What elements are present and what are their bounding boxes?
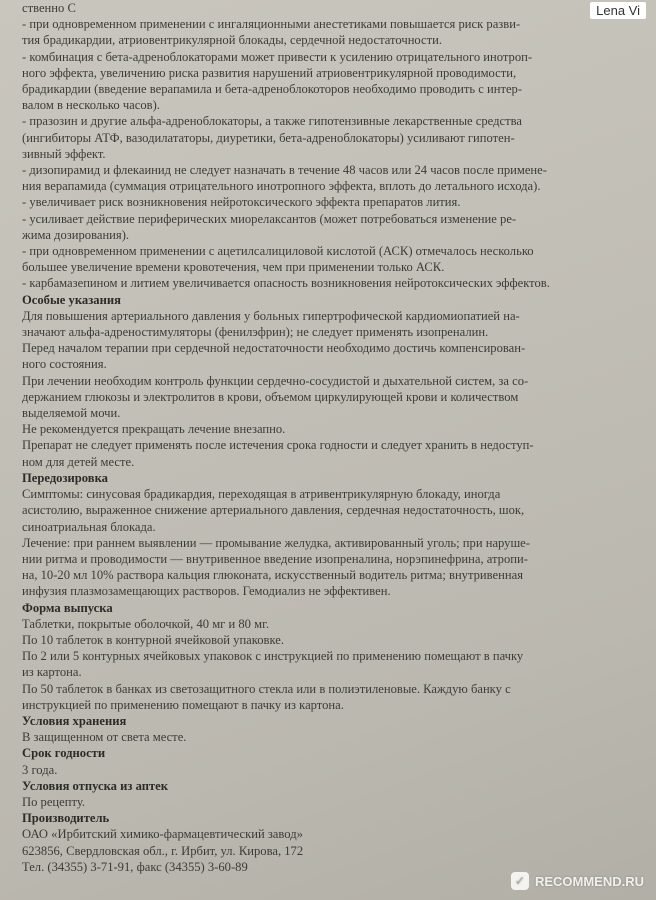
text-line: - увеличивает риск возникновения нейротоксического эффекта препаратов лития. xyxy=(22,195,461,210)
section-heading: Особые указания xyxy=(22,292,121,307)
text-line: По 50 таблеток в банках из светозащитного стекла или в полиэтиленовые. Каждую банку с xyxy=(22,681,511,696)
site-watermark xyxy=(511,872,644,890)
recommend-logo-icon: ✓ xyxy=(511,872,529,890)
text-line: синоатриальная блокада. xyxy=(22,519,156,534)
text-line: При лечении необходим контроль функции сердечно-сосудистой и дыхательной систем, за со- xyxy=(22,373,529,388)
site-watermark-label: RECOMMEND.RU xyxy=(534,873,644,889)
text-line: брадикардии (введение верапамила и бета-адреноблокоторов необходимо проводить с интер- xyxy=(22,82,523,97)
text-line: валом в несколько часов). xyxy=(22,98,160,113)
text-line: жима дозирования). xyxy=(22,227,130,242)
text-line: В защищенном от света месте. xyxy=(22,730,187,745)
leaflet-text-body xyxy=(22,0,612,875)
text-line: держанием глюкозы и электролитов в крови, объемом циркулирующей крови и количеством xyxy=(22,389,519,404)
text-line: Препарат не следует применять после истечения срока годности и следует хранить в недоступ- xyxy=(22,438,534,453)
text-line: - при одновременном применении с ацетилсалициловой кислотой (АСК) отмечалось несколько xyxy=(22,244,534,259)
text-line: ственно С xyxy=(22,1,76,15)
text-line: значают альфа-адреностимуляторы (фенилэфрин); не следует применять изопреналин. xyxy=(22,325,489,340)
text-line: 3 года. xyxy=(22,762,58,777)
text-line: ОАО «Ирбитский химико-фармацевтический завод» xyxy=(22,827,303,842)
text-line: По 10 таблеток в контурной ячейковой упаковке. xyxy=(22,632,285,647)
text-line: Для повышения артериального давления у больных гипертрофической кардиомиопатией на- xyxy=(22,308,520,323)
text-line: инструкцией по применению помещают в пачку из картона. xyxy=(22,697,344,712)
text-line: - карбамазепином и литием увеличивается опасность возникновения нейротоксических эффектов. xyxy=(22,276,550,291)
section-heading: Производитель xyxy=(22,811,110,826)
text-line: ном для детей месте. xyxy=(22,454,135,469)
text-line: Перед началом терапии при сердечной недостаточности необходимо достичь компенсирован- xyxy=(22,341,526,356)
section-heading: Форма выпуска xyxy=(22,600,113,615)
text-line: ного состояния. xyxy=(22,357,107,372)
text-line: выделяемой мочи. xyxy=(22,406,121,421)
text-line: По рецепту. xyxy=(22,794,86,809)
text-line: 623856, Свердловская обл., г. Ирбит, ул. Кирова, 172 xyxy=(22,843,304,858)
text-line: нии ритма и проводимости — внутривенное введение изопреналина, норэпинефрина, атропи- xyxy=(22,551,528,566)
text-line: Тел. (34355) 3-71-91, факс (34355) 3-60-89 xyxy=(22,859,248,874)
text-line: - усиливает действие периферических миорелаксантов (может потребоваться изменение ре- xyxy=(22,211,517,226)
section-heading: Условия хранения xyxy=(22,713,127,728)
text-line: асистолию, выраженное снижение артериального давления, сердечная недостаточность, шок, xyxy=(22,503,525,518)
section-heading: Условия отпуска из аптек xyxy=(22,778,169,793)
text-line: - празозин и другие альфа-адреноблокаторы, а также гипотензивные лекарственные средства xyxy=(22,114,522,129)
text-line: Симптомы: синусовая брадикардия, переходящая в атривентрикулярную блокаду, иногда xyxy=(22,487,501,502)
text-line: Лечение: при раннем выявлении — промывание желудка, активированный уголь; при наруше- xyxy=(22,535,530,550)
text-line: зивный эффект. xyxy=(22,146,106,161)
text-line: из картона. xyxy=(22,665,82,680)
text-line: Не рекомендуется прекращать лечение внезапно. xyxy=(22,422,286,437)
section-heading: Срок годности xyxy=(22,746,106,761)
text-line: тия брадикардии, атриовентрикулярной блокады, сердечной недостаточности. xyxy=(22,33,443,48)
text-line: ного эффекта, увеличению риска развития нарушений атриовентрикулярной проводимости, xyxy=(22,65,517,80)
text-line: - дизопирамид и флекаинид не следует назначать в течение 48 часов или 24 часов после примене- xyxy=(22,163,547,178)
text-line: Таблетки, покрытые оболочкой, 40 мг и 80 мг. xyxy=(22,616,269,631)
text-line: на, 10-20 мл 10% раствора кальция глюконата, искусственный водитель ритма; внутривенная xyxy=(22,568,523,583)
text-line: ния верапамида (суммация отрицательного инотропного эффекта, вплоть до летального исхода). xyxy=(22,179,541,194)
text-line: По 2 или 5 контурных ячейковых упаковок с инструкцией по применению помещают в пачку xyxy=(22,649,524,664)
section-heading: Передозировка xyxy=(22,470,108,485)
text-line: инфузия плазмозамещающих растворов. Гемодиализ не эффективен. xyxy=(22,584,391,599)
author-watermark: Lena Vi xyxy=(590,2,646,19)
text-line: большее увеличение времени кровотечения, чем при применении только АСК. xyxy=(22,260,445,275)
text-line: (ингибиторы АТФ, вазодилататоры, диуретики, бета-адреноблокаторы) усиливают гипотен- xyxy=(22,130,515,145)
text-line: - при одновременном применении с ингаляционными анестетиками повышается риск разви- xyxy=(22,17,521,32)
text-line: - комбинация с бета-адреноблокаторами может привести к усилению отрицательного инотроп- xyxy=(22,49,533,64)
